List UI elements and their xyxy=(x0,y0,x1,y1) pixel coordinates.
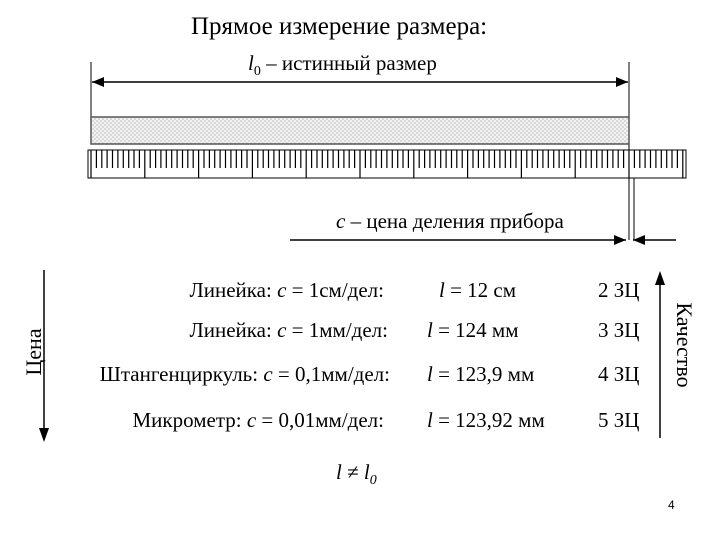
quality-row-3: 4 ЗЦ xyxy=(598,362,640,386)
page-number: 4 xyxy=(668,498,675,512)
quality-row-2: 3 ЗЦ xyxy=(598,318,640,342)
c-symbol: c xyxy=(277,318,287,342)
length-row-2 xyxy=(427,320,519,341)
true-size-subscript: 0 xyxy=(253,64,261,80)
l-value: = 123,92 мм xyxy=(432,408,545,432)
arrowhead-left xyxy=(92,77,104,87)
division-text: – цена деления прибора xyxy=(345,209,564,233)
quality-row-4: 5 ЗЦ xyxy=(598,408,640,432)
slide-title: Прямое измерение размера: xyxy=(191,13,488,40)
instrument-row-4 xyxy=(133,410,385,431)
price-axis-arrowhead xyxy=(39,428,49,442)
c-value: = 0,1мм/дел: xyxy=(272,362,390,386)
c-symbol: c xyxy=(246,408,257,432)
quality-axis-label: Качество xyxy=(672,302,697,388)
quality-axis-arrowhead xyxy=(655,271,665,285)
true-l-symbol: l xyxy=(363,460,370,484)
quality-row-1: 2 ЗЦ xyxy=(598,278,640,302)
c-value: = 1см/дел: xyxy=(286,278,384,302)
division-symbol: c xyxy=(336,209,346,233)
length-row-3 xyxy=(427,364,534,385)
c-value: = 0,01мм/дел: xyxy=(256,408,384,432)
price-axis-label: Цена xyxy=(21,328,46,376)
division-arrowhead-left xyxy=(614,235,626,245)
l-value: = 12 см xyxy=(444,278,517,302)
instrument-row-2 xyxy=(190,320,388,341)
not-equal-sign: ≠ xyxy=(341,460,364,484)
l-symbol: l xyxy=(439,278,445,302)
measured-l-symbol: l xyxy=(336,460,342,484)
l-value: = 124 мм xyxy=(432,318,519,342)
conclusion-inequality xyxy=(336,462,377,488)
instrument-row-1 xyxy=(189,280,384,301)
length-row-4 xyxy=(427,410,545,431)
c-symbol: c xyxy=(263,362,273,386)
l-symbol: l xyxy=(427,408,433,432)
instrument-name: Микрометр: xyxy=(132,408,247,432)
true-l-subscript: 0 xyxy=(369,473,377,489)
length-row-1 xyxy=(439,280,516,301)
arrowhead-right xyxy=(616,77,628,87)
l-symbol: l xyxy=(427,362,433,386)
true-size-label xyxy=(248,53,437,79)
instrument-name: Линейка: xyxy=(189,318,278,342)
l-symbol: l xyxy=(427,318,433,342)
true-size-text: – истинный размер xyxy=(260,51,437,75)
instrument-name: Линейка: xyxy=(189,278,278,302)
c-symbol: c xyxy=(277,278,287,302)
instrument-name: Штангенциркуль: xyxy=(99,362,264,386)
division-label xyxy=(336,211,564,232)
division-arrowhead-right xyxy=(633,235,645,245)
instrument-row-3 xyxy=(100,364,390,385)
true-size-symbol: l xyxy=(248,51,254,75)
measured-object-bar xyxy=(91,117,629,144)
l-value: = 123,9 мм xyxy=(432,362,535,386)
c-value: = 1мм/дел: xyxy=(286,318,388,342)
